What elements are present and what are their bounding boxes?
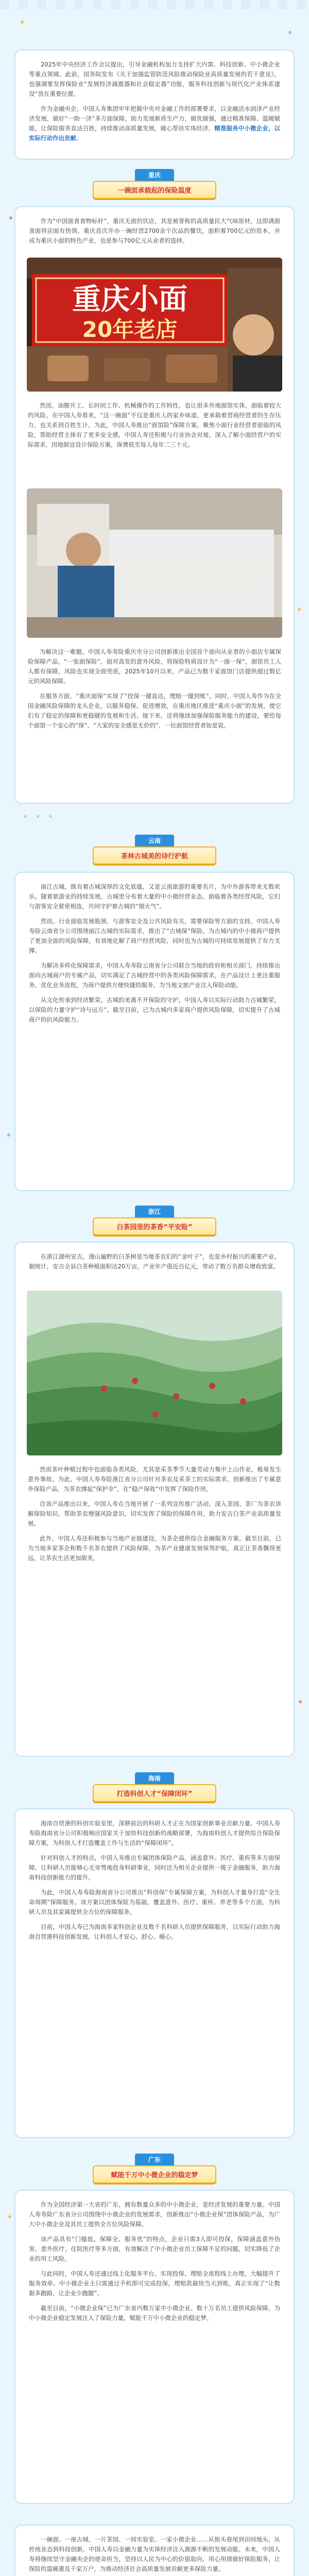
confetti-dot (7, 1133, 10, 1137)
section-header-hainan (93, 1772, 216, 1802)
section-header-yunnan (93, 835, 216, 865)
shop-sign-line1: 重庆小面 (72, 283, 187, 316)
section-header-guangdong (93, 2154, 216, 2183)
section-paragraph: 此外，中国人寿还积极参与当地产业链建设，为茶企提供综合金融服务方案。截至目前，已为当地多家茶企和数千名茶农提供了风险保障，为茶产业健康发展保驾护航，真正让茶香飘得更远，让茶农生活更加甜美。 (28, 1535, 281, 1562)
section-paragraph: 从文化传承到经济繁荣，古城的美离不开保险的守护，中国人寿以实际行动助力古城繁荣，以保险的力量守护“诗与远方”。截至目前，已为古城内多家商户提供风险保障，切实提升了古城商户的抗风险能力。 (29, 996, 280, 1023)
noodle-making-photo (27, 488, 282, 638)
section-paragraph: 在浙江湖州安吉，漫山遍野的白茶树是当地茶农们的“金叶子”，也是乡村振兴的重要产业。据统计，安吉全县白茶种植面积达20万亩，产业年产值近百亿元，带动了数万名群众增收致富。 (29, 1253, 280, 1270)
section-title: 白茶园里的茶香“平安险” (93, 1217, 216, 1235)
section-paragraph: 海南自贸港的科创实验室里，深耕前沿的科研人才正在为国家创新事业贡献力量。中国人寿寿险海南省分公司积极响应国家关于加快科技创新的战略部署，为海南科创人才提供综合保险保障方案，为科创人才打造覆盖工作与生活的“保障闭环”。 (29, 1820, 280, 1846)
section-header-chongqing (93, 169, 216, 199)
intro-card (14, 49, 295, 160)
section-paragraph: 然而，油腥开工、长时间工作、机械操作的工作特性，也让很多外地面馆实体，面临着较大的风险。在中国人寿看来，“这一碗面”不仅是重庆人的家乡味道，更承载着营商经营者的生存压力，也关系到百姓生计。为此，中国人寿推出“面馆险”保障方案，聚焦小面行业经营者面临的风险，帮助经营主体有了更多安全感，中国人寿还积极与行业协会对接，深入了解小面经营户的实际需求，因地制宜设计保险方案，保费低至每人每年二三十元。 (28, 402, 281, 448)
section-paragraph: 然而，行业面临发展瓶颈，与游客安全及公共风险有关，需要保险等方面的支持。中国人寿寿险云南省分公司围绕丽江古城的实际需求，推出了“古城保”保险，为古城内的中小微商户提供了更加全面的风险保障，有效地化解了商户经营风险，同时也为古城的可持续发展提供了有力支撑。 (29, 918, 280, 954)
section-paragraph: 在服务方面，“重庆面保”实现了“投保一键直达，理赔一键到账”。同时，中国人寿作为在全国金融风险保障的龙头企业，以服务稳保、促进增效，在重庆地区推进“重庆小面”的发展，使它们有了稳定的保障和更稳健的发展和生活。接下来，还将继续加强保险服务能力的建设，要给每个面馆一个安心的“保”，“大家的安全感是无价的”，一位面馆经营者如是说。 (28, 692, 281, 729)
noodle-shop-photo (27, 258, 282, 392)
noodle-making-image (27, 488, 282, 638)
section-title: 茶林古城美的诗行护航 (93, 846, 216, 865)
section-card-yunnan (14, 872, 295, 1191)
shop-sign-line2: 20年老店 (82, 317, 178, 342)
section-text-block (14, 397, 295, 484)
tea-garden-photo (27, 1291, 282, 1455)
tea-garden-image (27, 1291, 282, 1455)
section-title: 一碗面承载起的保险温度 (93, 181, 216, 199)
intro-paragraph: 作为金融央企，中国人寿集团牢牢把握中央对金融工作的部署要求，以金融活水润泽产业经济发展，做好“一助一济”多方面保障，助力发展新质生产力，做优做强，通过精准保障、温暖赋能，让保险服务直达百姓，持续推动高质量发展，暖心帮扶实体经济。精准服务中小微企业，以实际行动作出贡献。 (29, 105, 280, 142)
section-paragraph: 作为“中国面食食物标杆”，重庆无面的饮店，其是被誉称的高质量民大气味原材，这即满面食面将店面有热情。重庆首次开办一碗经营2700余个次品的餐饮，面积着700亿元的资本，并成为重庆小面的特色产业，也是参与700亿元从业者的选择。 (29, 217, 280, 244)
decorative-dots: • • • (23, 811, 56, 822)
section-paragraph: 为解决这一难题，中国人寿寿险重庆市分公司创新推出全国首个面向从业者的小面店专属保险保障产品，“一张面保险”，面对高发的意外风险，将保险特质设计为“一面一保”，面馆员工人人都有保障，风险也实现全面兜底，2025年10月以来，产品已为数千家面馆门店提供超过数亿元的风险保障。 (28, 648, 281, 685)
section-place-label: 云南 (135, 835, 174, 846)
confetti-dot (9, 216, 12, 219)
outro-paragraph: 一碗面、一座古城、一片茶园、一间实验室、一家小微企业……从街头巷尾到田间地头，从传统业态到科技创新，中国人寿以金融力量为实体经济注入源源不断的发展动能。未来，中国人寿将继续坚守金融央企的使命担当，坚持以人民为中心的价值取向，用心用情做好保险服务，让保险的温暖惠及千家万户，为推动经济社会高质量发展贡献更多保险力量。 (29, 2536, 280, 2572)
section-paragraph: 截至目前，“小微企业保”已为广东省内数万家中小微企业、数十万名员工提供风险保障，为中小微企业稳定发展注入了保险力量，赋能千万中小微企业的稳定梦。 (29, 2304, 280, 2321)
confetti-dot (8, 2215, 11, 2218)
section-paragraph: 作为全国经济第一大省的广东，拥有数量众多的中小微企业，是经济发展的重要力量。中国人寿寿险广东省分公司围绕中小微企业的发展需求，创新推出“小微企业保”团体保险产品，为广大中小微企业及其员工提供全方位风险保障。 (29, 2201, 280, 2228)
section-header-zhejiang (93, 1206, 216, 1235)
section-paragraph: 针对科创人才的特点，中国人寿推出专属团体保险产品，涵盖意外、医疗、重疾等多方面保障，让科研人员能够心无旁骛地投身科研事业，同时还为相关企业提供一揽子金融服务，助力海南科技创新能力的提升。 (29, 1854, 280, 1881)
section-text-block (14, 1461, 295, 1754)
section-paragraph: 丽江古城，既有着古城深厚的文化底蕴，又是云南旅游的重要名片，为中外游客带来无数欢乐。随着旅游业的持续发展，古城里分布着大量的中小微经营业态，面临着各类经营风险，它们与游客安全紧密相连，共同守护着古城的“烟火气”。 (29, 883, 280, 910)
confetti-dot (298, 608, 301, 611)
section-place-label: 浙江 (135, 1206, 174, 1217)
section-place-label: 海南 (135, 1772, 174, 1784)
outro-card (14, 2524, 295, 2576)
confetti-dot (299, 1700, 302, 1703)
section-text-block (14, 643, 295, 798)
section-paragraph: 目前，中国人寿已为海南多家科创企业及数千名科研人员提供保障服务，以实际行动助力海南自贸港科技创新发展，让科创人才安心、舒心、暖心。 (29, 1923, 280, 1940)
section-place-label: 广东 (135, 2154, 174, 2165)
section-title: 打造科创人才“保障闭环” (93, 1784, 216, 1802)
section-paragraph: 为此，中国人寿寿险海南省分公司推出“科创保”专属保障方案，为科创人才量身打造“全生命周期”保障服务。该方案以团体保险为基础，覆盖意外、医疗、重疾、养老等多个方面，为科研人员及其家属提供全方位的保障服务。 (29, 1889, 280, 1916)
section-paragraph: 该产品具有“门槛低、保障全、服务优”的特点，企业只需3人即可投保，保障涵盖意外伤害、意外医疗、住院医疗等多方面，有效解决了中小微企业员工保障不足的问题，切实降低了企业的用工风险。 (29, 2235, 280, 2262)
section-paragraph: 为解决多样化保障需求，中国人寿寿险云南省分公司联合当地的政府和相关部门，持续推出面向古城商户的专属产品，切实满足了古城经营中的各类风险保障需求，在产品设计上更注重服务，优化业务流程，为商户提供方便快捷的服务，为当地文旅产业注入保险动能。 (29, 962, 280, 989)
intro-highlight: 精准服务中小微企业，以实际行动作出贡献 (29, 125, 280, 142)
section-paragraph: 然而茶叶种植过程中也面临各类风险，尤其是采茶季节大量劳动力集中上山作业，极易发生意外事故。为此，中国人寿寿险浙江省分公司针对茶农及采茶工的实际需求，创新推出了专属意外保险产品，为茶农撑起“保护伞”，在“稳产保收”中发挥了保险作用。 (28, 1466, 281, 1493)
intro-paragraph-text: 作为金融央企，中国人寿集团牢牢把握中央对金融工作的部署要求，以金融活水润泽产业经济发展，做好“一助一济”多方面保障，助力发展新质生产力，做优做强，通过精准保障、温暖赋能，让保险服务直达百姓，持续推动高质量发展，暖心帮扶实体经济。 (29, 105, 280, 132)
section-place-label: 重庆 (135, 169, 174, 181)
section-card-guangdong (14, 2190, 295, 2504)
section-title: 赋能千万中小微企业的稳定梦 (93, 2165, 216, 2183)
intro-paragraph: 2025年中央经济工作会议提出，引导金融机构加力支持扩大内需、科技创新、中小微企业等重点领域。此前，国务院发布《关于加强监管防范风险推动保险业高质量发展的若干意见》，也强调要发挥保险业“发展经济减震器和社会稳定器”功能，服务科技创新与现代化产业体系建设“放在重要位置。 (29, 61, 280, 97)
section-paragraph: 与此同时，中国人寿还通过线上化服务平台，实现投保、理赔全流程线上办理，大幅提升了服务效率。中小微企业主只需通过手机即可完成投保，理赔款最快当天到账，真正实现了“让数据多跑路，让企业少跑腿”。 (29, 2270, 280, 2297)
confetti-dot (288, 31, 291, 34)
top-decorative-stripe (0, 0, 309, 9)
confetti-dot (21, 21, 24, 24)
section-card-hainan (14, 1808, 295, 2138)
noodle-shop-image (27, 258, 282, 392)
section-paragraph: 自该产品推出以来，中国人寿在当地开展了一系列宣传推广活动，深入茶园、茶厂为茶农讲解保险知识，帮助茶农增强风险意识，切实发挥了保险的保障作用，助力安吉白茶产业高质量发展。 (28, 1500, 281, 1527)
